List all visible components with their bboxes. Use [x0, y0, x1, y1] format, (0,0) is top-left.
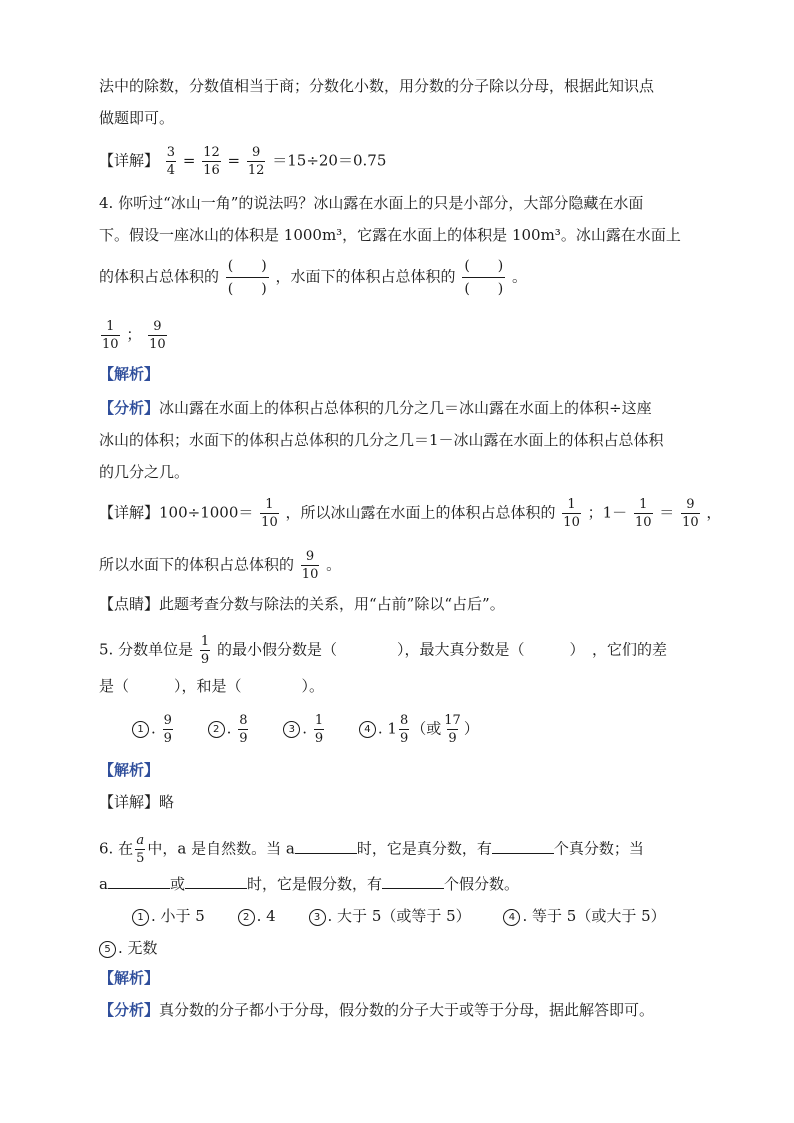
intro-line-1: 法中的除数，分数值相当于商；分数化小数，用分数的分子除以分母，根据此知识点 [99, 77, 655, 95]
circled-number: 3 [283, 721, 300, 738]
q6-options [132, 906, 666, 926]
detail-text: ＝15÷20＝0.75 [272, 151, 387, 170]
answer-blank[interactable] [295, 839, 357, 854]
q6-text: 时，它是真分数，有 [356, 839, 492, 858]
circled-number: 4 [503, 909, 520, 926]
fraction: $\frac{9}{12}$ [247, 145, 265, 178]
jiexi-heading: 【解析】 [99, 969, 160, 987]
detail-text: 略 [159, 793, 175, 811]
detail-label: 【详解】 [99, 151, 160, 170]
fraction: $\frac{17}{9}$ [444, 713, 461, 746]
q6-text: 中，a 是自然数。当 a [147, 839, 295, 858]
intro-line-2: 做题即可。 [99, 109, 175, 127]
detail-label: 【详解】 [99, 793, 160, 811]
fraction: $\frac{3}{4}$ [166, 145, 176, 178]
detail-text: ＝ [659, 503, 675, 522]
q6-option-5-line [99, 938, 186, 958]
fraction: $\frac{9}{9}$ [163, 713, 172, 746]
answer-blank-fraction[interactable]: $\frac{( )}{( )}$ [227, 258, 267, 297]
q6-text: 时，它是假分数，有 [246, 875, 382, 893]
q6-text: 或 [169, 875, 185, 893]
q6-text: a [99, 875, 108, 893]
q4-line-3 [99, 258, 527, 297]
q6-text: 6. 在 [99, 839, 134, 858]
option-text: . 等于 5（或大于 5） [522, 907, 666, 925]
detail-text: ；1－ [587, 503, 628, 522]
q4-line-2: 下。假设一座冰山的体积是 1000m³，它露在水面上的体积是 100m³。冰山露在水面上 [99, 226, 681, 244]
q5-text: 5. 分数单位是 [99, 640, 194, 659]
fraction: $\frac{1}{10}$ [102, 319, 119, 352]
q4-text: 。 [512, 267, 528, 286]
q4-line-1: 4. 你听过“冰山一角”的说法吗？冰山露在水面上的只是小部分，大部分隐藏在水面 [99, 194, 644, 212]
option-text: . 大于 5（或等于 5） [327, 907, 471, 925]
equals-sign: = [227, 151, 241, 170]
point-label: 【点睛】 [99, 595, 160, 613]
q6-text: 个假分数。 [443, 875, 519, 893]
answer-blank[interactable] [185, 874, 247, 889]
fraction: $\frac{8}{9}$ [399, 713, 409, 746]
separator: ； [126, 325, 142, 344]
circled-number: 3 [309, 909, 326, 926]
q4-answer [99, 320, 169, 351]
q5-option-1[interactable] [132, 714, 175, 745]
option-text: . 小于 5 [151, 907, 205, 925]
option-text: . [226, 719, 232, 738]
q4-point [99, 594, 505, 614]
q4-analysis-2: 冰山的体积；水面下的体积占总体积的几分之几＝1－冰山露在水面上的体积占总体积 [99, 431, 664, 449]
q5-line-1 [99, 635, 667, 666]
q4-analysis-3: 的几分之几。 [99, 463, 190, 481]
fraction: $\frac{12}{16}$ [203, 145, 220, 178]
q6-option-3[interactable] [309, 906, 471, 926]
fraction: $\frac{1}{9}$ [314, 713, 324, 746]
option-text: . 无数 [118, 939, 158, 957]
q6-line-1 [99, 834, 644, 865]
detail-text: 100÷1000＝ [159, 503, 254, 522]
detail-text: ，所以冰山露在水面上的体积占总体积的 [285, 503, 556, 522]
q5-options [132, 714, 507, 745]
q5-text: 的最小假分数是（ ），最大真分数是（ ） ，它们的差 [216, 640, 667, 659]
option-text: ） [463, 719, 479, 738]
q6-text: 个真分数；当 [553, 839, 644, 858]
fraction: $\frac{1}{10}$ [634, 497, 652, 530]
detail-text: ， [706, 503, 722, 522]
option-text: . [151, 719, 156, 738]
analysis-label: 【分析】 [99, 399, 160, 417]
jiexi-heading: 【解析】 [99, 761, 160, 779]
fraction: $\frac{8}{9}$ [239, 713, 248, 746]
detail-text: 。 [326, 555, 342, 574]
fraction: $\frac{a}{5}$ [136, 833, 145, 866]
fraction: $\frac{1}{9}$ [200, 634, 210, 667]
equals-sign: = [182, 151, 196, 170]
q3-detail-line [99, 146, 386, 177]
answer-blank-fraction[interactable]: $\frac{( )}{( )}$ [464, 258, 504, 297]
q6-analysis [99, 1000, 654, 1020]
circled-number: 4 [359, 721, 376, 738]
circled-number: 2 [208, 721, 225, 738]
q5-line-2: 是（ ），和是（ ）。 [99, 677, 325, 695]
q5-detail [99, 792, 174, 812]
circled-number: 1 [132, 909, 149, 926]
circled-number: 2 [238, 909, 255, 926]
fraction: $\frac{9}{10}$ [682, 497, 699, 530]
q5-option-3[interactable] [283, 714, 326, 745]
q6-option-1[interactable] [132, 906, 205, 926]
q6-line-2 [99, 874, 519, 894]
fraction: $\frac{1}{10}$ [563, 497, 580, 530]
fraction: $\frac{9}{10}$ [149, 319, 166, 352]
fraction: $\frac{9}{10}$ [301, 549, 319, 582]
circled-number: 1 [132, 721, 149, 738]
answer-blank[interactable] [108, 874, 170, 889]
q5-option-4[interactable] [359, 714, 479, 745]
answer-blank[interactable] [382, 874, 444, 889]
q4-analysis-1 [99, 398, 652, 418]
q6-option-5[interactable] [99, 938, 158, 958]
circled-number: 5 [99, 941, 116, 958]
q6-option-4[interactable] [503, 906, 665, 926]
option-text: （或 [411, 719, 442, 738]
q6-option-2[interactable] [238, 906, 276, 926]
option-text: . [302, 719, 308, 738]
fraction: $\frac{1}{10}$ [261, 497, 278, 530]
analysis-label: 【分析】 [99, 1001, 160, 1019]
analysis-text: 真分数的分子都小于分母，假分数的分子大于或等于分母，据此解答即可。 [159, 1001, 655, 1019]
answer-blank[interactable] [492, 839, 554, 854]
option-text: . 4 [256, 907, 276, 925]
q4-detail-2 [99, 550, 341, 581]
detail-label: 【详解】 [99, 503, 160, 522]
point-text: 此题考查分数与除法的关系，用“占前”除以“占后”。 [159, 595, 505, 613]
q4-text: 的体积占总体积的 [99, 267, 220, 286]
option-text: . 1 [377, 719, 397, 738]
q4-detail-1 [99, 498, 721, 529]
jiexi-heading: 【解析】 [99, 365, 160, 383]
q5-option-2[interactable] [208, 714, 251, 745]
q4-text: ，水面下的体积占总体积的 [275, 267, 456, 286]
analysis-text: 冰山露在水面上的体积占总体积的几分之几＝冰山露在水面上的体积÷这座 [159, 399, 652, 417]
detail-text: 所以水面下的体积占总体积的 [99, 555, 295, 574]
